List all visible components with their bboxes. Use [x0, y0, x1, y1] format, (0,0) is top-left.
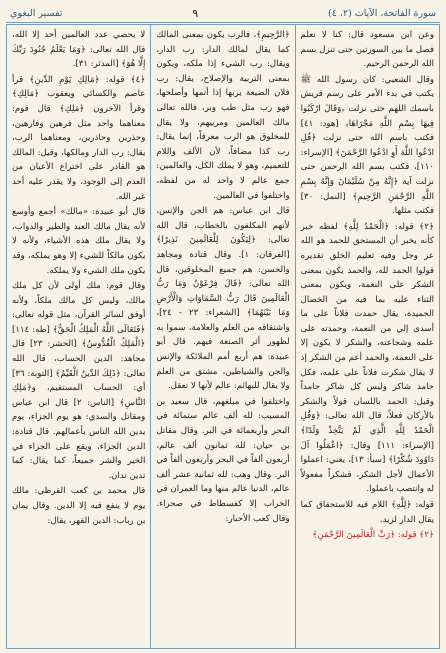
- paragraph: لا يحصي عدد العالمين أحد إلا الله، قال الله تعالى: ﴿وَمَا يَعْلَمُ جُنُودَ رَبِّكَ إِلَّا هُوَ﴾ [المدثر: ٣١].: [12, 30, 146, 70]
- book-title: تفسير البغوي: [10, 7, 63, 19]
- column-left: [7, 25, 151, 648]
- surah-title: سورة الفاتحة، الآيات (٢، ٤): [328, 7, 436, 19]
- column-right: [296, 25, 439, 648]
- paragraph: ﴿الرَّحِيمِ﴾، فالرب يكون بمعنى المالك كما يقال لمالك الدار: رب الدار، ويقال: رب الشيء إذا ملكه، ويكون بمعنى التربية والإصلاح، يقال: رب فلان الضيعة يربها إذا أتمها وأصلحها، فهو رب مثل طب وبر، فالله تعالى مالك العالمين ومربيهم، ولا يقال للمخلوق هو الرب معرفاً، إنما يقال: رب كذا مضافاً، لأن الألف واللام للتعميم، وهو لا يملك الكل، والعالمين: جمع عالم لا واحد له من لفظه، واختلفوا في العالمين.: [156, 30, 290, 201]
- page-number: ٩: [192, 6, 199, 20]
- paragraph: واختلفوا في مبلغهم، قال سعيد بن المسيب: لله ألف عالم ستمائة في البحر وأربعمائة في البر. وقال مقاتل بن حيان: لله ثمانون ألف عالم، أربعون ألفاً في البحر وأربعون ألفاً في البر. وقال وهب: لله ثمانية عشر ألف عالم، الدنيا عالم منها وما العمران في الخراب إلا كفسطاط في صحراء. وقال كعب الأحبار:: [156, 396, 290, 524]
- paragraph: وعن ابن مسعود قال: كنا لا نعلم فصل ما بين السورتين حتى تنزل بسم الله الرحمن الرحيم.: [300, 30, 434, 70]
- paragraph: ﴿٤﴾ قوله: ﴿مَالِكِ يَوْمِ الدِّينِ﴾ قرأ عاصم والكسائي ويعقوب ﴿مَالِكِ﴾ وقرأ الآخرون ﴿مَلِكِ﴾ قال قوم: معناهما واحد مثل فرهين وفارهين، وحذرين وحاذرين، ومعناهما الرب، يقال: رب الدار ومالكها، وقيل: المالك هو القادر على اختراع الأعيان من العدم إلى الوجود، ولا يقدر عليه أحد غير الله.: [12, 74, 146, 202]
- paragraph: قوله: ﴿لِلَّهِ﴾ اللام فيه للاستحقاق كما يقال الدار لزيد.: [300, 500, 434, 525]
- paragraph: وقال قوم: ملك أولى لأن كل ملك مالك، وليس كل مالك ملكاً، ولأنه أوفق لسائر القرآن، مثل قوله تعالى: ﴿فَتَعَالَى اللَّهُ الْمَلِكُ الْحَقُّ﴾ [طه: ١١٤] ﴿الْمَلِكُ الْقُدُّوسُ﴾ [الحشر: ٢٣] قال مجاهد: الدين الحساب، قال الله تعالى: ﴿ذَلِكَ الدِّينُ الْقَيِّمُ﴾ [التوبة: ٣٦] أي: الحساب المستقيم، و﴿مَلِكِ النَّاسِ﴾ [الناس: ٢] قال ابن عباس ومقاتل والسدي: هو يوم الجزاء، يوم يدين الله الناس بأعمالهم. قال قتادة: الدين الجزاء، ويقع على الجزاء في الخير والشر جميعاً، كما يقال: كما تدين تدان.: [12, 281, 146, 481]
- column-middle: [151, 25, 295, 648]
- paragraph: قال ابن عباس: هم الجن والإنس، لأنهم المكلفون بالخطاب، قال الله تعالى: ﴿لِيَكُونَ لِلْعَالَمِينَ نَذِيرًا﴾ [الفرقان: ١]. وقال قتادة ومجاهد والحسن: هم جميع المخلوقين، قال الله تعالى: ﴿قَالَ فِرْعَوْنُ وَمَا رَبُّ الْعَالَمِينَ قَالَ رَبُّ السَّمَاوَاتِ وَالْأَرْضِ وَمَا بَيْنَهُمَا﴾ [الشعراء: ٢٣ - ٢٤]، واشتقاقه من العلم والعلامة، سموا به لظهور أثر الصنعة فيهم. قال أبو عبيدة: هم أربع أمم الملائكة والإنس والجن والشياطين، مشتق من العلم ولا يقال للبهائم: عالم لأنها لا تعقل.: [156, 206, 290, 392]
- paragraph: قال محمد بن كعب القرظي: مالك يوم لا ينفع فيه إلا الدين. وقال يمان بن رباب: الدين القهر، يقال:: [12, 486, 146, 526]
- page-header: [6, 4, 440, 23]
- paragraph: قال أبو عبيدة: «مالك» أجمع وأوسع لأنه يقال مالك العبد والطير والدواب، ولا يقال ملك هذه الأشياء، ولأنه لا يكون مالكاً للشيء إلا وهو يملكه، وقد يكون ملك الشيء ولا يملكه.: [12, 207, 146, 276]
- text-frame: [6, 24, 440, 649]
- paragraph: ﴿٢﴾ قوله: ﴿رَبِّ الْعَالَمِينَ الرَّحْمَنِ﴾: [312, 530, 434, 541]
- paragraph: ﴿٢﴾ قوله: ﴿الْحَمْدُ لِلَّهِ﴾ لفظه خبر كأنه يخبر أن المستحق للحمد هو الله عز وجل وفيه تعليم الخلق تقديره قولوا الحمد لله، والحمد يكون بمعنى الشكر على النعمة، ويكون بمعنى الثناء عليه بما فيه من الخصال الحميدة، يقال حمدت فلاناً على ما أسدى إلي من النعمة، وحمدته على علمه وشجاعته، والشكر لا يكون إلا على النعمة، والحمد أعم من الشكر إذ لا يقال شكرت فلاناً على علمه، فكل حامد شاكر وليس كل شاكر حامداً وقيل: الحمد باللسان قولاً والشكر بالأركان فعلاً، قال الله تعالى: ﴿وَقُلِ الْحَمْدُ لِلَّهِ الَّذِي لَمْ يَتَّخِذْ وَلَدًا﴾ [الإسراء: ١١١] وقال: ﴿اعْمَلُوا آلَ دَاوُودَ شُكْرًا﴾ [سبأ: ١٣]، يعني: اعملوا الأعمال لأجل الشكر، فشكراً مفعولاً له وانتصب باعملوا.: [300, 221, 435, 495]
- paragraph: وقال الشعبي: كان رسول الله ﷺ يكتب في بدء الأمر على رسم قريش باسمك اللهم حتى نزلت ﴿وَقَالَ ارْكَبُوا فِيهَا بِسْمِ اللَّهِ مَجْرَاهَا﴾ [هود: ٤١] فكتب باسم الله حتى نزلت ﴿قُلِ ادْعُوا اللَّهَ أَوِ ادْعُوا الرَّحْمَنَ﴾ [الإسراء: ١١٠]، فكتب بسم الله الرحمن حتى نزلت آية ﴿إِنَّهُ مِنْ سُلَيْمَانَ وَإِنَّهُ بِسْمِ اللَّهِ الرَّحْمَنِ الرَّحِيمِ﴾ [النمل: ٣٠] فكتب مثلها.: [300, 74, 434, 217]
